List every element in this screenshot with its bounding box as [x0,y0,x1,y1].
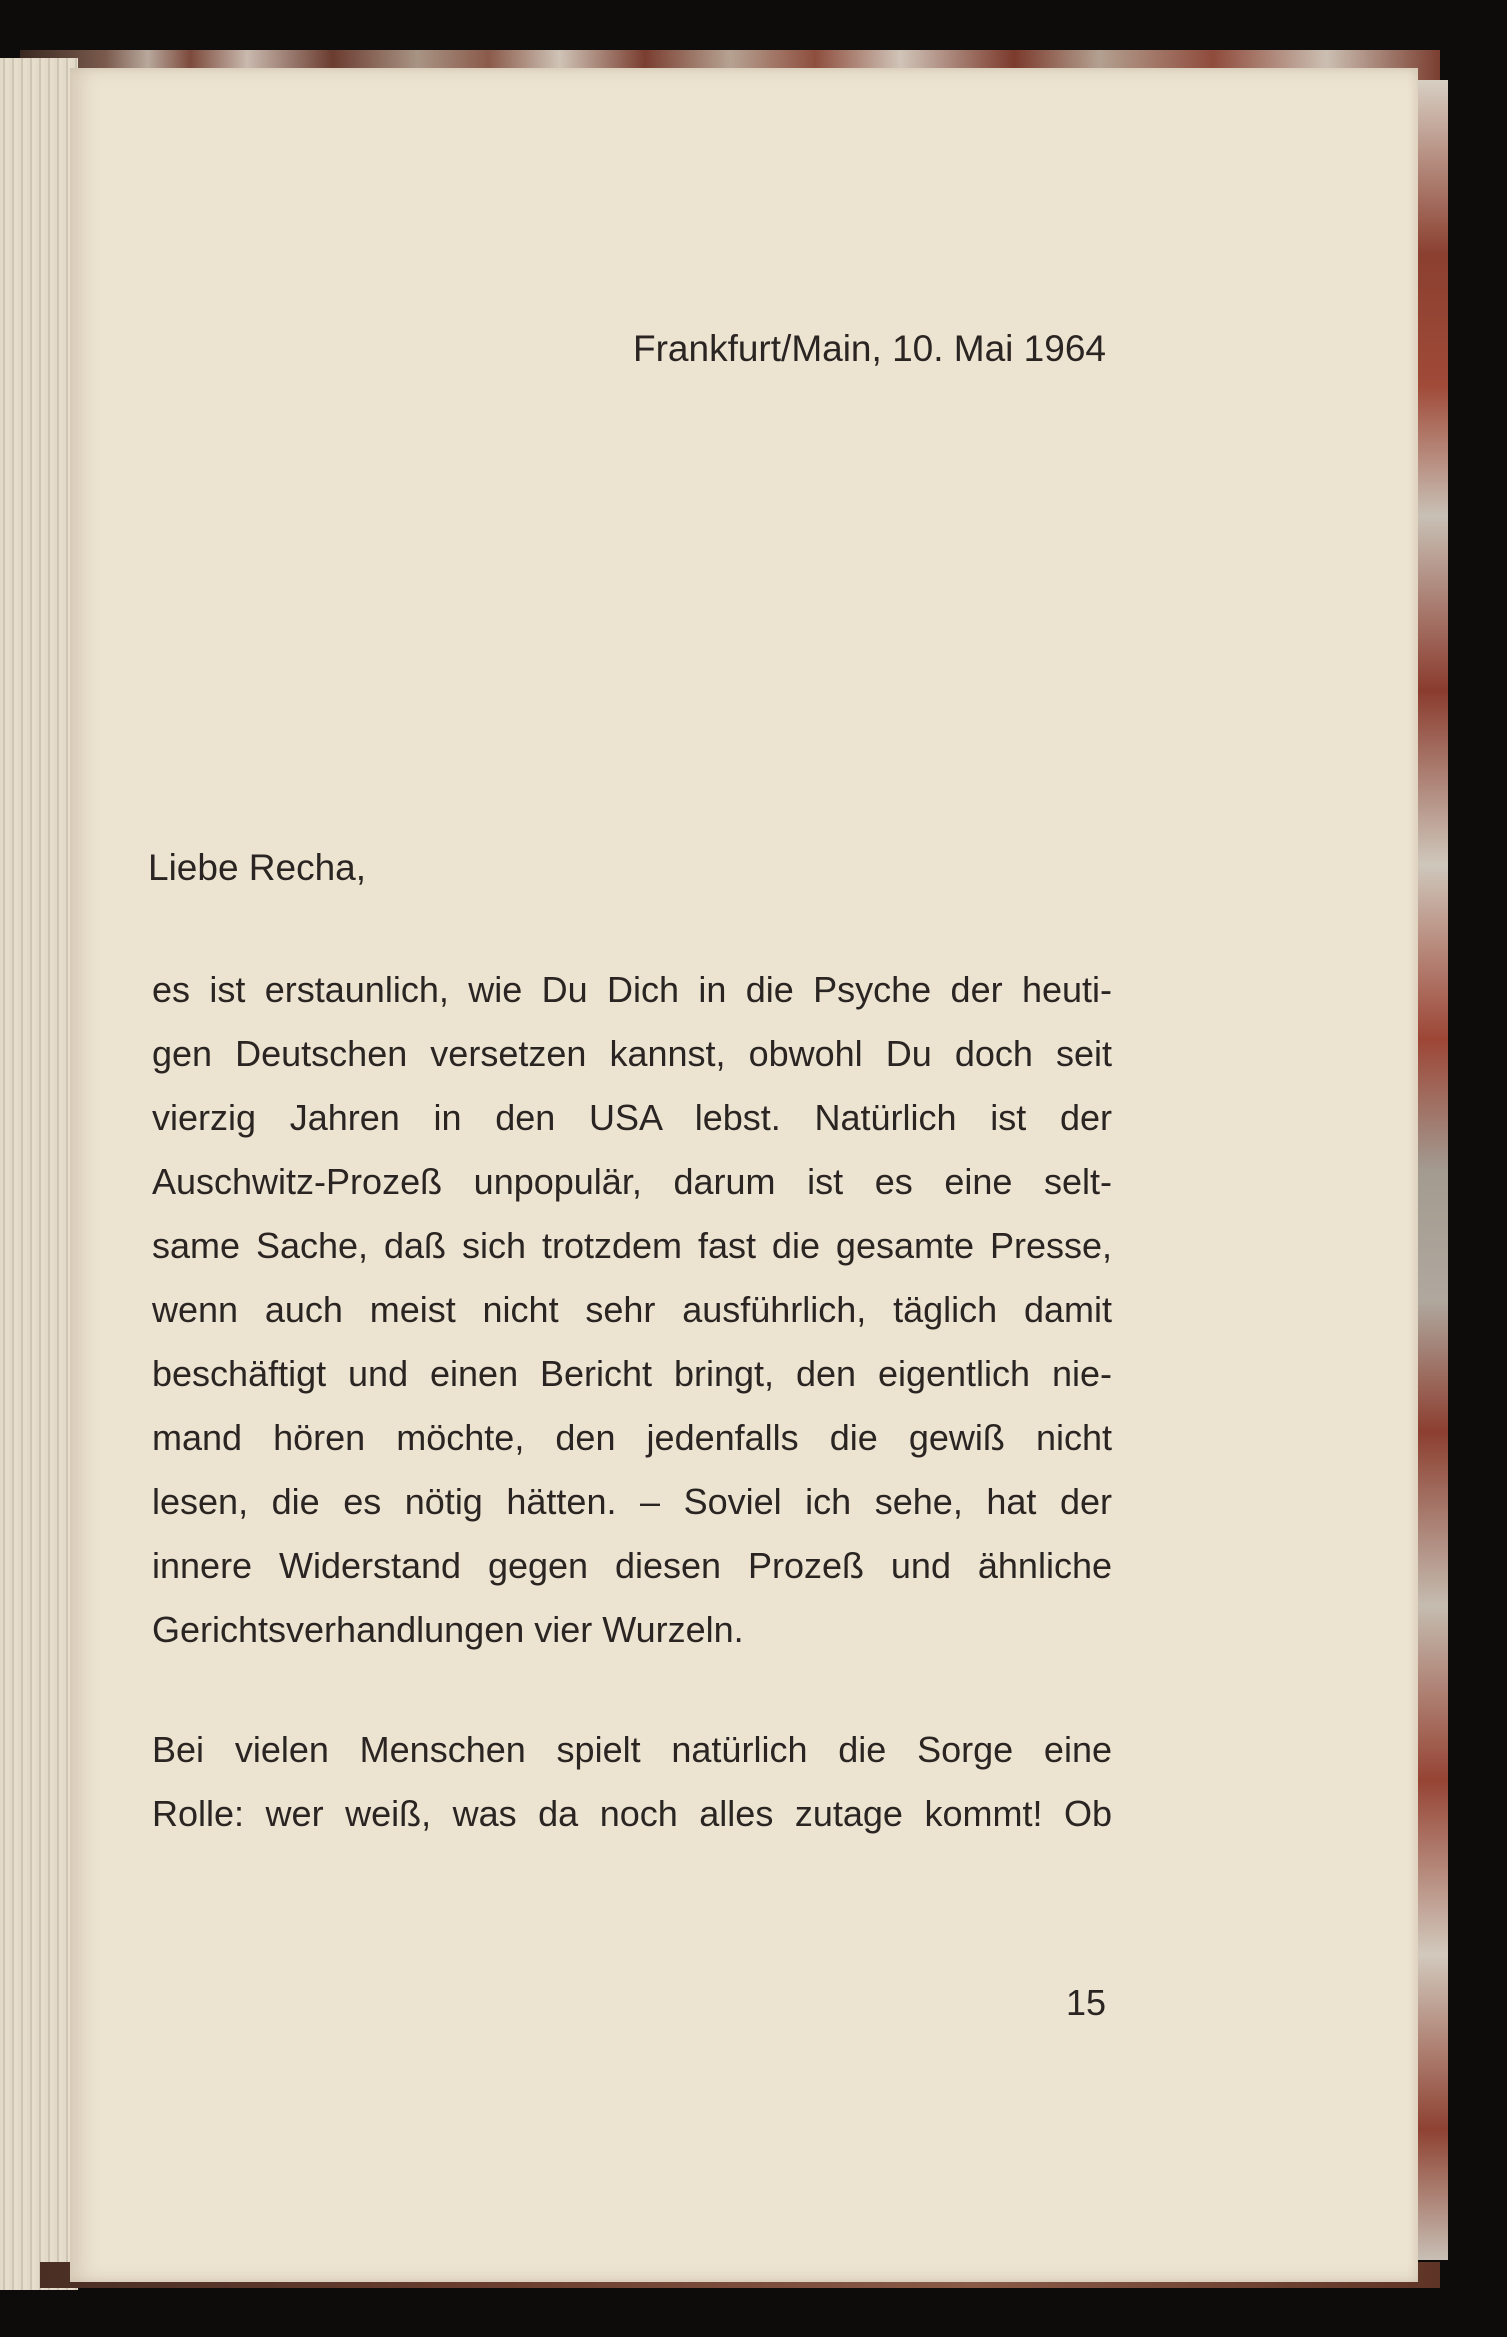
text-line: innere Widerstand gegen diesen Prozeß und ähnliche [152,1545,1112,1586]
text-line: Auschwitz-Prozeß unpopulär, darum ist es eine selt- [152,1161,1112,1202]
letter-salutation: Liebe Recha, [148,847,367,888]
letter-paragraph-1 [152,958,1112,1662]
text-line: lesen, die es nötig hätten. – Soviel ich sehe, hat der [152,1481,1112,1522]
page-number: 15 [1065,1982,1106,2023]
text-line: Gerichtsverhandlungen vier Wurzeln. [152,1609,744,1650]
text-line: gen Deutschen versetzen kannst, obwohl Du doch seit [152,1033,1112,1074]
text-line: Rolle: wer weiß, was da noch alles zutage kommt! Ob [152,1793,1112,1834]
letter-paragraph-2 [152,1718,1112,1846]
text-line: beschäftigt und einen Bericht bringt, den eigentlich nie- [152,1353,1112,1394]
text-line: Bei vielen Menschen spielt natürlich die Sorge eine [152,1729,1112,1770]
text-line: es ist erstaunlich, wie Du Dich in die Psyche der heuti- [152,969,1112,1010]
text-line: mand hören möchte, den jedenfalls die gewiß nicht [152,1417,1112,1458]
text-line: same Sache, daß sich trotzdem fast die gesamte Presse, [152,1225,1112,1266]
text-line: wenn auch meist nicht sehr ausführlich, täglich damit [152,1289,1112,1330]
letter-dateline: Frankfurt/Main, 10. Mai 1964 [633,328,1106,369]
page-edges-left [0,58,78,2290]
text-line: vierzig Jahren in den USA lebst. Natürlich ist der [152,1097,1112,1138]
